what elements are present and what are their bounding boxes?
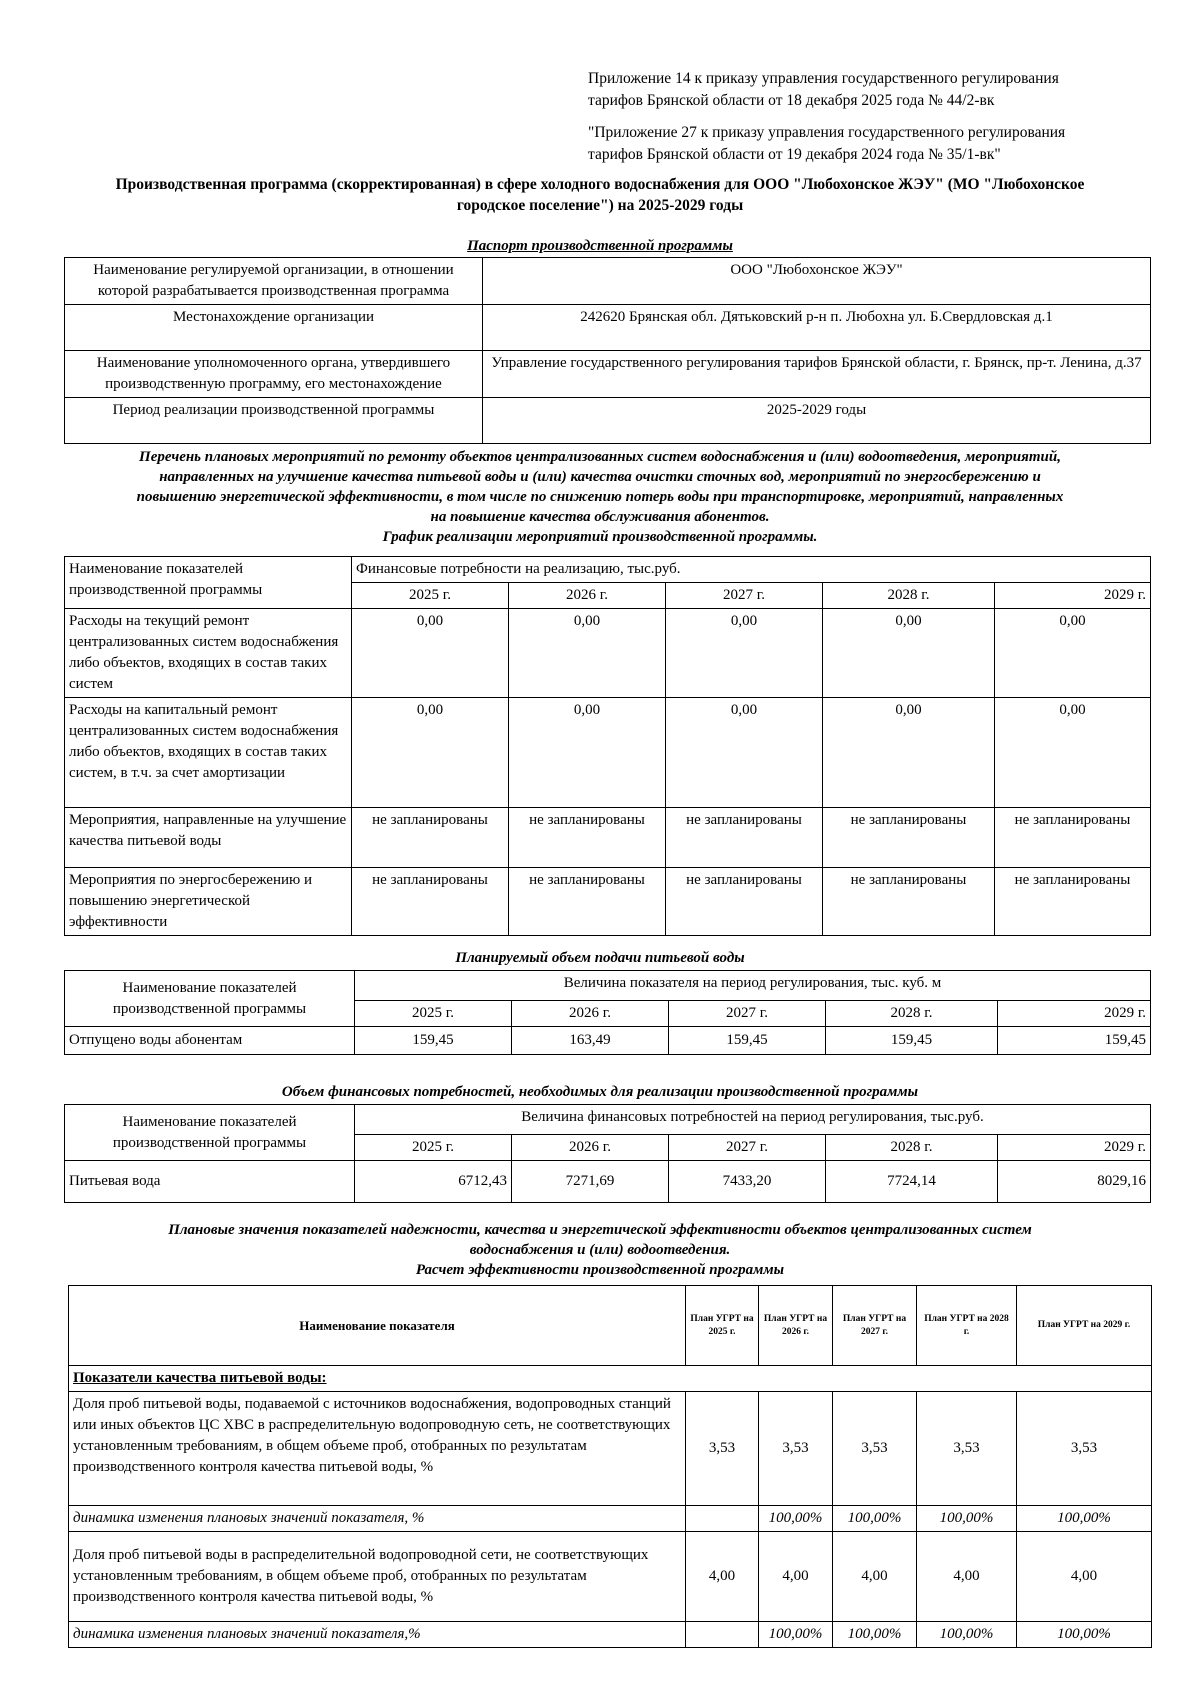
dynamics-value: 100,00% <box>759 1622 833 1648</box>
passport-label: Наименование регулируемой организации, в отношении которой разрабатывается производственная программа <box>65 258 483 305</box>
finance-table <box>64 1104 1151 1203</box>
indicator-row <box>69 1392 1152 1506</box>
dynamics-value: 100,00% <box>1017 1622 1152 1648</box>
finance-value: 7271,69 <box>512 1161 669 1203</box>
finance-value-header: Величина финансовых потребностей на период регулирования, тыс.руб. <box>355 1105 1151 1135</box>
measures-row <box>65 808 1151 868</box>
year-header: 2027 г. <box>666 583 823 609</box>
measures-value: 0,00 <box>509 698 666 808</box>
passport-label: Период реализации производственной программы <box>65 398 483 444</box>
dynamics-label: динамика изменения плановых значений показателя, % <box>69 1506 686 1532</box>
plan-header: План УГРТ на 2029 г. <box>1017 1286 1152 1366</box>
dynamics-value <box>686 1506 759 1532</box>
appendix-27-note <box>588 122 1148 166</box>
passport-row <box>65 305 1151 351</box>
passport-value: ООО "Любохонское ЖЭУ" <box>483 258 1151 305</box>
indicator-value: 4,00 <box>1017 1532 1152 1622</box>
measures-table <box>64 556 1151 936</box>
schedule-caption: График реализации мероприятий производственной программы. <box>382 529 818 545</box>
plan-header: План УГРТ на 2026 г. <box>759 1286 833 1366</box>
indicator-value: 3,53 <box>759 1392 833 1506</box>
finance-value: 6712,43 <box>355 1161 512 1203</box>
plan-header: План УГРТ на 2027 г. <box>833 1286 917 1366</box>
indicator-value: 3,53 <box>833 1392 917 1506</box>
measures-caption-line1: Перечень плановых мероприятий по ремонту объектов централизованных систем водоснабжения и (или) водоотведения, мероприятий, <box>139 449 1061 465</box>
supply-value: 159,45 <box>998 1027 1151 1055</box>
supply-header-row <box>65 971 1151 1001</box>
measures-row <box>65 868 1151 936</box>
appendix-14-line1: Приложение 14 к приказу управления государственного регулирования <box>588 70 1059 87</box>
measures-row-label: Мероприятия, направленные на улучшение качества питьевой воды <box>65 808 352 868</box>
measures-value: 0,00 <box>823 698 995 808</box>
year-header: 2025 г. <box>355 1001 512 1027</box>
supply-col-header: Наименование показателей производственной программы <box>65 971 355 1027</box>
year-header: 2028 г. <box>826 1001 998 1027</box>
indicators-caption-line2: водоснабжения и (или) водоотведения. <box>469 1242 731 1258</box>
passport-label: Наименование уполномоченного органа, утвердившего производственную программу, его местонахождение <box>65 351 483 398</box>
indicators-table <box>68 1285 1152 1648</box>
supply-value: 159,45 <box>355 1027 512 1055</box>
finance-caption: Объем финансовых потребностей, необходимых для реализации производственной программы <box>281 1084 919 1100</box>
appendix-27-line1: "Приложение 27 к приказу управления государственного регулирования <box>588 124 1066 141</box>
title-line1: Производственная программа (скорректированная) в сфере холодного водоснабжения для ООО "Любохонское ЖЭУ" (МО "Любохонское <box>115 176 1085 193</box>
year-header: 2027 г. <box>669 1135 826 1161</box>
measures-caption <box>0 447 1200 547</box>
appendix-14-line2: тарифов Брянской области от 18 декабря 2025 года № 44/2-вк <box>588 92 995 109</box>
indicators-name-header: Наименование показателя <box>69 1286 686 1366</box>
passport-label: Местонахождение организации <box>65 305 483 351</box>
year-header: 2029 г. <box>998 1135 1151 1161</box>
year-header: 2025 г. <box>352 583 509 609</box>
measures-caption-line3: повышению энергетической эффективности, в том числе по снижению потерь воды при транспортировке, мероприятий, направленных <box>136 489 1064 505</box>
measures-row-label: Мероприятия по энергосбережению и повышению энергетической эффективности <box>65 868 352 936</box>
supply-value: 163,49 <box>512 1027 669 1055</box>
plan-header: План УГРТ на 2025 г. <box>686 1286 759 1366</box>
passport-row <box>65 398 1151 444</box>
measures-row <box>65 698 1151 808</box>
measures-value: не запланированы <box>352 808 509 868</box>
measures-value: 0,00 <box>995 609 1151 698</box>
finance-row-label: Питьевая вода <box>65 1161 355 1203</box>
indicator-value: 4,00 <box>917 1532 1017 1622</box>
dynamics-value: 100,00% <box>1017 1506 1152 1532</box>
calc-caption: Расчет эффективности производственной программы <box>415 1262 785 1278</box>
year-header: 2026 г. <box>509 583 666 609</box>
document-title <box>60 174 1140 216</box>
measures-value: 0,00 <box>352 698 509 808</box>
supply-row <box>65 1027 1151 1055</box>
passport-value: 242620 Брянская обл. Дятьковский р-н п. Любохна ул. Б.Свердловская д.1 <box>483 305 1151 351</box>
indicator-value: 3,53 <box>686 1392 759 1506</box>
supply-value: 159,45 <box>826 1027 998 1055</box>
measures-col-header: Наименование показателей производственной программы <box>65 557 352 609</box>
year-header: 2027 г. <box>669 1001 826 1027</box>
finance-value: 8029,16 <box>998 1161 1151 1203</box>
measures-value: 0,00 <box>666 609 823 698</box>
indicators-header-row <box>69 1286 1152 1366</box>
measures-value: 0,00 <box>509 609 666 698</box>
passport-value: Управление государственного регулирования тарифов Брянской области, г. Брянск, пр-т. Ленина, д.37 <box>483 351 1151 398</box>
measures-value: 0,00 <box>352 609 509 698</box>
dynamics-value: 100,00% <box>833 1622 917 1648</box>
dynamics-value: 100,00% <box>759 1506 833 1532</box>
measures-caption-line2: направленных на улучшение качества питьевой воды и (или) качества очистки сточных вод, мероприятий по энергосбережению и <box>159 469 1041 485</box>
indicator-value: 4,00 <box>759 1532 833 1622</box>
measures-value: не запланированы <box>666 868 823 936</box>
measures-value: не запланированы <box>823 808 995 868</box>
measures-value: 0,00 <box>666 698 823 808</box>
section-title: Показатели качества питьевой воды: <box>69 1366 1152 1392</box>
supply-value-header: Величина показателя на период регулирования, тыс. куб. м <box>355 971 1151 1001</box>
indicator-value: 4,00 <box>686 1532 759 1622</box>
year-header: 2028 г. <box>823 583 995 609</box>
dynamics-value: 100,00% <box>917 1506 1017 1532</box>
supply-row-label: Отпущено воды абонентам <box>65 1027 355 1055</box>
measures-caption-line4: на повышение качества обслуживания абонентов. <box>430 509 770 525</box>
supply-caption: Планируемый объем подачи питьевой воды <box>455 950 745 966</box>
measures-value: не запланированы <box>509 808 666 868</box>
measures-value: 0,00 <box>995 698 1151 808</box>
appendix-27-line2: тарифов Брянской области от 19 декабря 2024 года № 35/1-вк" <box>588 146 1001 163</box>
year-header: 2029 г. <box>995 583 1151 609</box>
dynamics-label: динамика изменения плановых значений показателя,% <box>69 1622 686 1648</box>
indicators-caption-line1: Плановые значения показателей надежности, качества и энергетической эффективности объектов централизованных систем <box>168 1222 1032 1238</box>
indicator-value: 3,53 <box>1017 1392 1152 1506</box>
measures-row <box>65 609 1151 698</box>
indicator-label: Доля проб питьевой воды в распределительной водопроводной сети, не соответствующих установленным требованиям, в общем объеме проб, отобранных по результатам производственного контроля качества питьевой воды, % <box>69 1532 686 1622</box>
supply-table <box>64 970 1151 1055</box>
indicators-caption <box>0 1220 1200 1280</box>
appendix-14-note <box>588 68 1148 112</box>
measures-header-row <box>65 557 1151 583</box>
indicator-value: 4,00 <box>833 1532 917 1622</box>
measures-value: 0,00 <box>823 609 995 698</box>
finance-value: 7724,14 <box>826 1161 998 1203</box>
measures-value: не запланированы <box>509 868 666 936</box>
measures-value: не запланированы <box>352 868 509 936</box>
passport-value: 2025-2029 годы <box>483 398 1151 444</box>
passport-caption-text: Паспорт производственной программы <box>467 238 733 254</box>
indicator-row <box>69 1532 1152 1622</box>
year-header: 2026 г. <box>512 1135 669 1161</box>
dynamics-value: 100,00% <box>917 1622 1017 1648</box>
dynamics-row <box>69 1506 1152 1532</box>
indicators-section-row <box>69 1366 1152 1392</box>
measures-value: не запланированы <box>823 868 995 936</box>
plan-header: План УГРТ на 2028 г. <box>917 1286 1017 1366</box>
finance-row <box>65 1161 1151 1203</box>
dynamics-value <box>686 1622 759 1648</box>
indicator-label: Доля проб питьевой воды, подаваемой с источников водоснабжения, водопроводных станций или иных объектов ЦС ХВС в распределительную водопроводную сеть, не соответствующих установленным требованиям, в общем объеме проб, отобранных по результатам производственного контроля качества питьевой воды, % <box>69 1392 686 1506</box>
finance-header-row <box>65 1105 1151 1135</box>
measures-value: не запланированы <box>995 868 1151 936</box>
supply-value: 159,45 <box>669 1027 826 1055</box>
title-line2: городское поселение") на 2025-2029 годы <box>456 197 744 214</box>
measures-value: не запланированы <box>995 808 1151 868</box>
year-header: 2029 г. <box>998 1001 1151 1027</box>
measures-row-label: Расходы на текущий ремонт централизованных систем водоснабжения либо объектов, входящих в состав таких систем <box>65 609 352 698</box>
measures-value: не запланированы <box>666 808 823 868</box>
passport-caption <box>0 236 1200 256</box>
dynamics-row <box>69 1622 1152 1648</box>
measures-fin-header: Финансовые потребности на реализацию, тыс.руб. <box>352 557 1151 583</box>
passport-row <box>65 258 1151 305</box>
passport-table <box>64 257 1151 444</box>
year-header: 2025 г. <box>355 1135 512 1161</box>
finance-value: 7433,20 <box>669 1161 826 1203</box>
year-header: 2026 г. <box>512 1001 669 1027</box>
dynamics-value: 100,00% <box>833 1506 917 1532</box>
indicator-value: 3,53 <box>917 1392 1017 1506</box>
year-header: 2028 г. <box>826 1135 998 1161</box>
passport-row <box>65 351 1151 398</box>
measures-row-label: Расходы на капитальный ремонт централизованных систем водоснабжения либо объектов, входящих в состав таких систем, в т.ч. за счет амортизации <box>65 698 352 808</box>
finance-col-header: Наименование показателей производственной программы <box>65 1105 355 1161</box>
